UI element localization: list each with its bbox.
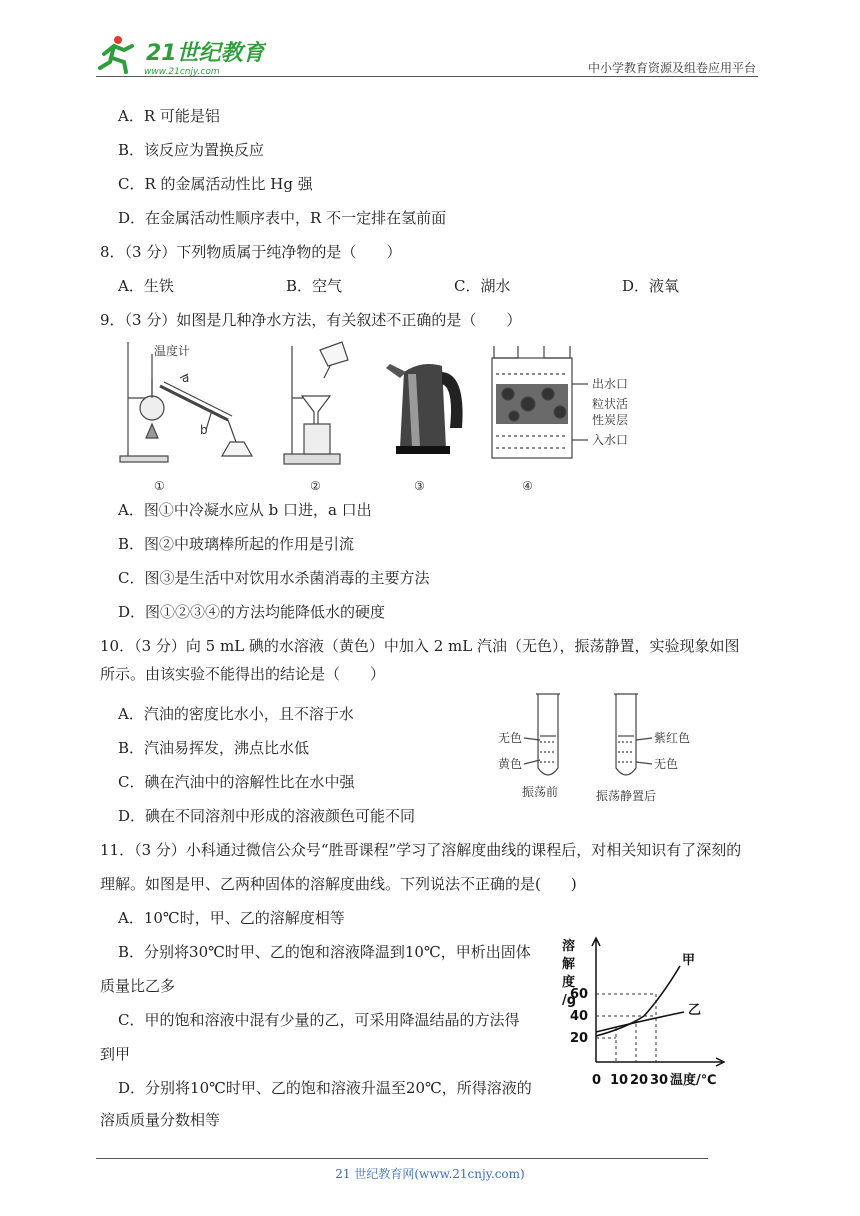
q8-option-a: A．生铁 xyxy=(118,277,174,295)
label-colorless-after: 无色 xyxy=(654,757,679,771)
q11-option-a: A．10℃时，甲、乙的溶解度相等 xyxy=(118,909,345,927)
figure-number-2: ② xyxy=(310,479,321,493)
ylabel-char-1: 溶 xyxy=(562,939,576,954)
q11-option-c-line-2: 到甲 xyxy=(100,1045,131,1063)
q8-option-d: D．液氧 xyxy=(622,277,680,295)
label-purple: 紫红色 xyxy=(654,731,691,745)
label-b: b xyxy=(200,423,208,437)
runner-icon xyxy=(100,36,132,72)
site-logo xyxy=(96,34,266,78)
label-before: 振荡前 xyxy=(522,785,559,799)
ylabel-char-3: 度 xyxy=(562,975,576,990)
q9-stem: 9．（3 分）如图是几种净水方法，有关叙述不正确的是（ ） xyxy=(100,311,522,329)
q8-stem: 8．（3 分）下列物质属于纯净物的是（ ） xyxy=(100,243,402,261)
figure-number-4: ④ xyxy=(522,479,533,493)
filtration-apparatus xyxy=(284,342,348,464)
ylabel-char-2: 解 xyxy=(562,957,576,972)
q7-option-b: B．该反应为置换反应 xyxy=(118,141,265,159)
q7-option-c: C．R 的金属活动性比 Hg 强 xyxy=(118,175,313,193)
q11-stem-line-2: 理解。如图是甲、乙两种固体的溶解度曲线。下列说法不正确的是( ) xyxy=(100,875,577,893)
q10-option-d: D．碘在不同溶剂中形成的溶液颜色可能不同 xyxy=(118,807,416,825)
series-label-jia: 甲 xyxy=(682,953,696,968)
series-label-yi: 乙 xyxy=(688,1003,702,1018)
q10-figure xyxy=(494,690,724,808)
q10-stem-line-1: 10．（3 分）向 5 mL 碘的水溶液（黄色）中加入 2 mL 汽油（无色），振荡静置，实验现象如图 xyxy=(100,637,740,655)
q10-option-b: B．汽油易挥发，沸点比水低 xyxy=(118,739,310,757)
y-tick-40: 40 xyxy=(570,1009,589,1024)
header-platform-text: 中小学教育资源及组卷应用平台 xyxy=(587,61,756,75)
q9-option-b: B．图②中玻璃棒所起的作用是引流 xyxy=(118,535,355,553)
test-tube-after xyxy=(614,694,652,775)
label-a: a xyxy=(182,371,190,385)
q7-option-a: A．R 可能是铝 xyxy=(118,107,220,125)
ylabel-char-4: /g xyxy=(562,993,577,1008)
curve-yi xyxy=(596,1012,684,1032)
y-tick-20: 20 xyxy=(570,1031,589,1046)
y-tick-60: 60 xyxy=(570,987,589,1002)
footer-text: 21 世纪教育网(www.21cnjy.com) xyxy=(335,1167,525,1181)
label-yellow: 黄色 xyxy=(498,757,523,771)
q9-figure xyxy=(116,338,636,494)
label-after: 振荡静置后 xyxy=(596,789,657,803)
carbon-filter-apparatus xyxy=(492,346,588,458)
q7-option-d: D．在金属活动性顺序表中，R 不一定排在氢前面 xyxy=(118,209,447,227)
q11-stem-line-1: 11．（3 分）小科通过微信公众号“胜哥课程”学习了溶解度曲线的课程后，对相关知识有了深刻的 xyxy=(100,841,742,859)
x-tick-10: 10 xyxy=(610,1073,629,1088)
x-axis-label: 温度/℃ xyxy=(670,1073,717,1088)
q11-option-d-line-1: D．分别将10℃时甲、乙的饱和溶液升温至20℃，所得溶液的 xyxy=(118,1079,532,1097)
distillation-apparatus xyxy=(120,342,252,462)
x-tick-30: 30 xyxy=(650,1073,669,1088)
logo-text: 21世纪教育 xyxy=(146,41,265,66)
label-colorless-before: 无色 xyxy=(498,731,523,745)
label-thermometer: 温度计 xyxy=(154,344,191,358)
solubility-chart xyxy=(556,930,746,1090)
q8-option-b: B．空气 xyxy=(286,277,343,295)
q10-option-c: C．碘在汽油中的溶解性比在水中强 xyxy=(118,773,355,791)
q11-option-b-line-2: 质量比乙多 xyxy=(100,977,176,995)
label-carbon-2: 性炭层 xyxy=(592,413,629,427)
x-tick-0: 0 xyxy=(592,1073,602,1088)
q9-option-c: C．图③是生活中对饮用水杀菌消毒的主要方法 xyxy=(118,569,430,587)
test-tube-before xyxy=(524,694,560,775)
guide-lines xyxy=(596,994,656,1062)
header-divider xyxy=(96,76,758,77)
label-carbon-1: 粒状活 xyxy=(592,397,629,411)
figure-number-3: ③ xyxy=(414,479,425,493)
curve-jia xyxy=(596,966,680,1036)
q9-option-a: A．图①中冷凝水应从 b 口进，a 口出 xyxy=(118,501,372,519)
label-inlet: 入水口 xyxy=(592,433,629,447)
q9-option-d: D．图①②③④的方法均能降低水的硬度 xyxy=(118,603,386,621)
x-tick-20: 20 xyxy=(630,1073,649,1088)
footer-divider xyxy=(96,1158,708,1159)
q11-option-c-line-1: C．甲的饱和溶液中混有少量的乙，可采用降温结晶的方法得 xyxy=(118,1011,520,1029)
q10-stem-line-2: 所示。由该实验不能得出的结论是（ ） xyxy=(100,665,386,683)
label-outlet: 出水口 xyxy=(592,377,629,391)
q8-option-c: C．湖水 xyxy=(454,277,511,295)
q11-option-d-line-2: 溶质质量分数相等 xyxy=(100,1111,221,1129)
q10-option-a: A．汽油的密度比水小，且不溶于水 xyxy=(118,705,354,723)
q11-option-b-line-1: B．分别将30℃时甲、乙的饱和溶液降温到10℃，甲析出固体 xyxy=(118,943,531,961)
logo-url: www.21cnjy.com xyxy=(144,67,220,77)
kettle-icon xyxy=(386,364,463,454)
figure-number-1: ① xyxy=(154,479,165,493)
